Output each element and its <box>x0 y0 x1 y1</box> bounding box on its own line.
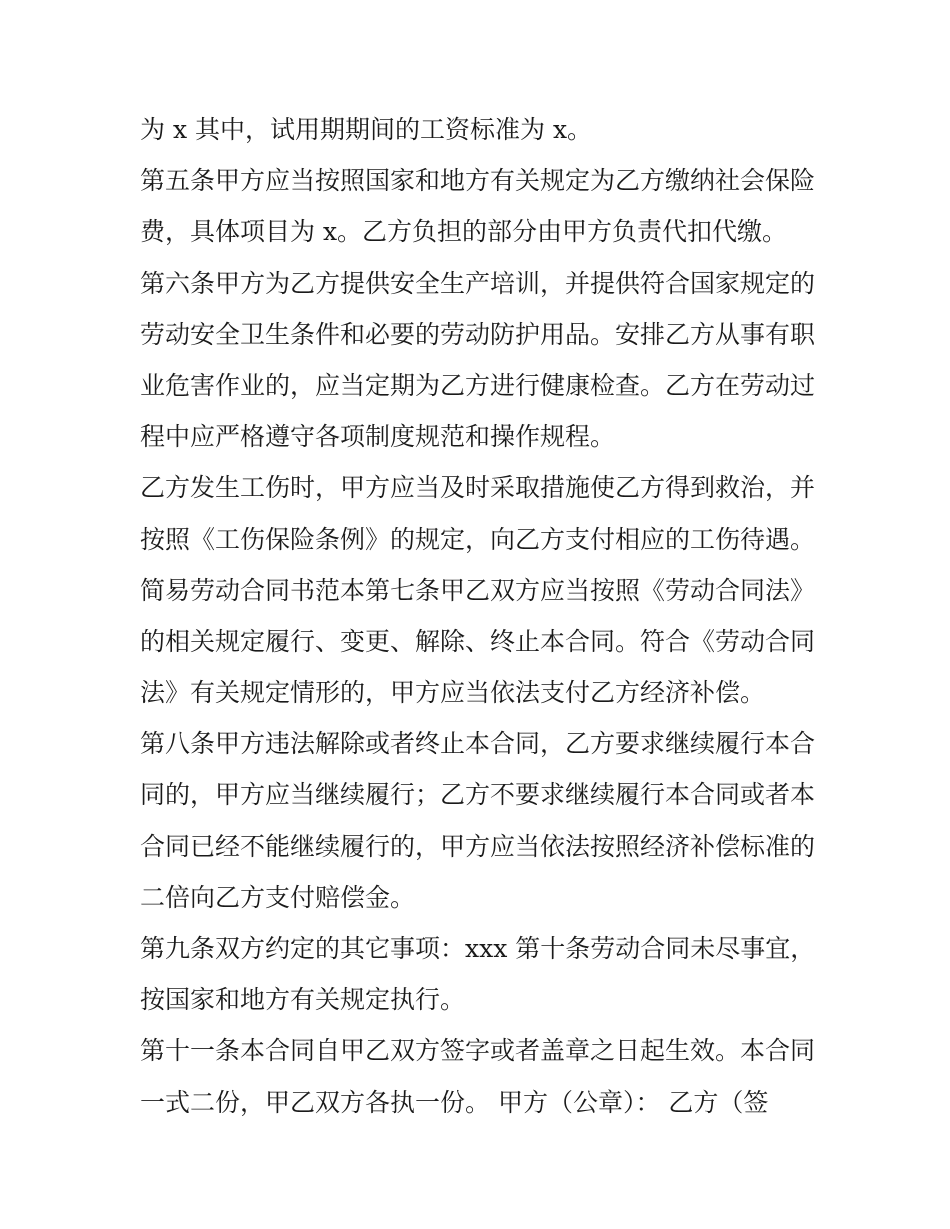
contract-text-body <box>140 108 820 1132</box>
text-line: 劳动安全卫生条件和必要的劳动防护用品。安排乙方从事有职 <box>140 319 816 349</box>
text-line: 按国家和地方有关规定执行。 <box>140 985 466 1015</box>
text-line: 合同已经不能继续履行的，甲方应当依法按照经济补偿标准的 <box>140 831 816 861</box>
text-line: 第十一条本合同自甲乙双方签字或者盖章之日起生效。本合同 <box>140 1036 816 1066</box>
text-line: 第六条甲方为乙方提供安全生产培训，并提供符合国家规定的 <box>140 268 816 298</box>
text-line: 为 x 其中，试用期期间的工资标准为 x。 <box>140 115 593 144</box>
text-line: 一式二份，甲乙双方各执一份。 甲方（公章）： 乙方（签 <box>140 1087 769 1117</box>
text-line: 第八条甲方违法解除或者终止本合同，乙方要求继续履行本合 <box>140 729 816 759</box>
text-line: 的相关规定履行、变更、解除、终止本合同。符合《劳动合同 <box>140 626 816 656</box>
text-line: 按照《工伤保险条例》的规定，向乙方支付相应的工伤待遇。 <box>140 524 816 554</box>
text-line: 二倍向乙方支付赔偿金。 <box>140 882 416 912</box>
text-line: 简易劳动合同书范本第七条甲乙双方应当按照《劳动合同法》 <box>140 575 816 605</box>
text-line: 法》有关规定情形的，甲方应当依法支付乙方经济补偿。 <box>140 678 766 708</box>
text-line: 同的，甲方应当继续履行；乙方不要求继续履行本合同或者本 <box>140 780 816 810</box>
text-line: 第九条双方约定的其它事项：xxx 第十条劳动合同未尽事宜， <box>140 934 816 963</box>
text-line: 业危害作业的，应当定期为乙方进行健康检查。乙方在劳动过 <box>140 370 816 400</box>
text-line: 第五条甲方应当按照国家和地方有关规定为乙方缴纳社会保险 <box>140 166 816 196</box>
text-line: 程中应严格遵守各项制度规范和操作规程。 <box>140 422 616 452</box>
text-line: 费，具体项目为 x。乙方负担的部分由甲方负责代扣代缴。 <box>140 217 788 247</box>
text-line: 乙方发生工伤时，甲方应当及时采取措施使乙方得到救治，并 <box>140 473 816 503</box>
